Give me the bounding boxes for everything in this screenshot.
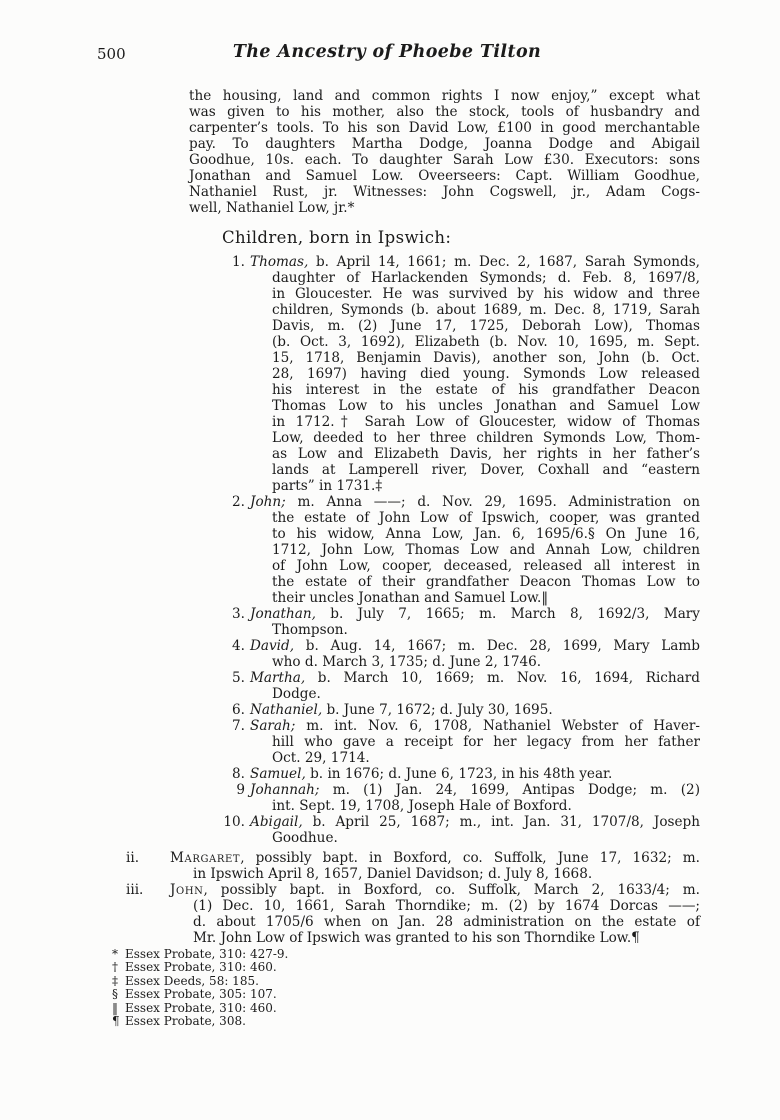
paragraph-line: pay. To daughters Martha Dodge, Joanna Dodge and Abigail bbox=[189, 136, 700, 152]
child-entry bbox=[189, 254, 700, 494]
entry-line: Nathaniel, b. June 7, 1672; d. July 30, 1695. bbox=[250, 702, 553, 718]
paragraph-line: the housing, land and common rights I now enjoy,” except what bbox=[189, 88, 700, 104]
child-name: Samuel, bbox=[250, 766, 306, 782]
child-entry bbox=[189, 494, 700, 606]
entry-line: lands at Lamperell river, Dover, Coxhall and “eastern bbox=[272, 462, 700, 478]
child-entry bbox=[189, 670, 700, 702]
paragraph-line: was given to his mother, also the stock, tools of husbandry and bbox=[189, 104, 700, 120]
entry-line: 15, 1718, Benjamin Davis), another son, John (b. Oct. bbox=[272, 350, 700, 366]
entry-line: John; m. Anna ——; d. Nov. 29, 1695. Administration on bbox=[250, 494, 700, 510]
entry-line: Sarah; m. int. Nov. 6, 1708, Nathaniel Webster of Haver- bbox=[250, 718, 700, 734]
child-number: 8. bbox=[232, 766, 245, 782]
footnote-text: Essex Probate, 310: 460. bbox=[125, 1000, 277, 1015]
child-name: Nathaniel, bbox=[250, 702, 323, 718]
child-number: 6. bbox=[232, 702, 245, 718]
entry-line: 1712, John Low, Thomas Low and Annah Low, children bbox=[272, 542, 700, 558]
footnote-symbol: † bbox=[112, 960, 118, 975]
entry-line: in 1712.† Sarah Low of Gloucester, widow of Thomas bbox=[272, 414, 700, 430]
footnote bbox=[112, 1015, 288, 1028]
entry-line: Johannah; m. (1) Jan. 24, 1699, Antipas Dodge; m. (2) bbox=[250, 782, 700, 798]
entry-line: Martha, b. March 10, 1669; m. Nov. 16, 1694, Richard bbox=[250, 670, 700, 686]
outer-numeral: ii. bbox=[126, 850, 140, 866]
entry-line: Thompson. bbox=[272, 622, 348, 638]
outer-numeral: iii. bbox=[126, 882, 144, 898]
footnote-symbol: * bbox=[112, 947, 118, 961]
entry-line: Davis, m. (2) June 17, 1725, Deborah Low), Thomas bbox=[272, 318, 700, 334]
footnote-text: Essex Probate, 308. bbox=[125, 1014, 246, 1029]
entry-line: to his widow, Anna Low, Jan. 6, 1695/6.§ On June 16, bbox=[272, 526, 700, 542]
footnote bbox=[112, 961, 288, 974]
child-name: John; bbox=[250, 494, 286, 510]
entry-line: Low, deeded to her three children Symonds Low, Thom- bbox=[272, 430, 700, 446]
child-entry bbox=[189, 766, 700, 782]
footnote bbox=[112, 988, 288, 1001]
entry-line: who d. March 3, 1735; d. June 2, 1746. bbox=[272, 654, 542, 670]
child-number: 1. bbox=[232, 254, 245, 270]
entry-line: Samuel, b. in 1676; d. June 6, 1723, in his 48th year. bbox=[250, 766, 613, 782]
footnote-text: Essex Probate, 310: 460. bbox=[125, 960, 277, 975]
entry-line: in Ipswich April 8, 1657, Daniel Davidson; d. July 8, 1668. bbox=[193, 866, 593, 882]
footnote bbox=[112, 1002, 288, 1015]
footnote-symbol: ‡ bbox=[112, 973, 118, 988]
entry-line: as Low and Elizabeth Davis, her rights in her father’s bbox=[272, 446, 700, 462]
outer-name: John bbox=[170, 882, 204, 898]
entry-line: Jonathan, b. July 7, 1665; m. March 8, 1692/3, Mary bbox=[250, 606, 700, 622]
entry-line: 28, 1697) having died young. Symonds Low released bbox=[272, 366, 700, 382]
child-name: Thomas, bbox=[250, 254, 309, 270]
outer-name: Margaret bbox=[170, 850, 241, 866]
page-title: The Ancestry of Phoebe Tilton bbox=[232, 42, 542, 62]
intro-paragraph bbox=[189, 88, 700, 216]
entry-line: (1) Dec. 10, 1661, Sarah Thorndike; m. (2) by 1674 Dorcas ——; bbox=[193, 898, 700, 914]
child-name: Jonathan, bbox=[250, 606, 316, 622]
entry-line: the estate of their grandfather Deacon Thomas Low to bbox=[272, 574, 700, 590]
child-entry bbox=[189, 782, 700, 814]
entry-line: hill who gave a receipt for her legacy from her father bbox=[272, 734, 700, 750]
entry-line: int. Sept. 19, 1708, Joseph Hale of Boxford. bbox=[272, 798, 572, 814]
footnote-text: Essex Probate, 305: 107. bbox=[125, 987, 277, 1002]
paragraph-line: carpenter’s tools. To his son David Low, £100 in good merchantable bbox=[189, 120, 700, 136]
child-number: 9 bbox=[236, 782, 245, 798]
child-entry bbox=[189, 638, 700, 670]
child-entry bbox=[189, 606, 700, 638]
paragraph-line: Goodhue, 10s. each. To daughter Sarah Low £30. Executors: sons bbox=[189, 152, 700, 168]
entry-line: d. about 1705/6 when on Jan. 28 administration on the estate of bbox=[193, 914, 700, 930]
entry-line: Goodhue. bbox=[272, 830, 338, 846]
child-name: Johannah; bbox=[250, 782, 320, 798]
paragraph-line: Nathaniel Rust, jr. Witnesses: John Cogswell, jr., Adam Cogs- bbox=[189, 184, 700, 200]
footnote bbox=[112, 948, 288, 961]
entry-line: Oct. 29, 1714. bbox=[272, 750, 370, 766]
outer-entry bbox=[110, 850, 700, 882]
footnote-text: Essex Probate, 310: 427-9. bbox=[125, 947, 289, 961]
outer-entry bbox=[110, 882, 700, 946]
entry-line: of John Low, cooper, deceased, released all interest in bbox=[272, 558, 700, 574]
entry-line: Dodge. bbox=[272, 686, 321, 702]
footnotes bbox=[112, 948, 288, 1028]
footnote-symbol: ‖ bbox=[112, 1000, 118, 1015]
child-name: Martha, bbox=[250, 670, 306, 686]
footnote-symbol: § bbox=[112, 987, 118, 1002]
entry-line: John, possibly bapt. in Boxford, co. Suffolk, March 2, 1633/4; m. bbox=[170, 882, 700, 898]
entry-line: Margaret, possibly bapt. in Boxford, co. Suffolk, June 17, 1632; m. bbox=[170, 850, 700, 866]
child-number: 2. bbox=[232, 494, 245, 510]
child-number: 3. bbox=[232, 606, 245, 622]
paragraph-line: Jonathan and Samuel Low. Oveerseers: Capt. William Goodhue, bbox=[189, 168, 700, 184]
outer-generation-list bbox=[110, 850, 700, 946]
entry-line: Thomas, b. April 14, 1661; m. Dec. 2, 1687, Sarah Symonds, bbox=[250, 254, 700, 270]
child-name: David, bbox=[250, 638, 295, 654]
child-entry bbox=[189, 718, 700, 766]
page-number: 500 bbox=[97, 45, 126, 63]
entry-line: in Gloucester. He was survived by his widow and three bbox=[272, 286, 700, 302]
child-number: 5. bbox=[232, 670, 245, 686]
child-number: 7. bbox=[232, 718, 245, 734]
paragraph-line: well, Nathaniel Low, jr.* bbox=[189, 200, 355, 216]
child-name: Abigail, bbox=[250, 814, 303, 830]
child-name: Sarah; bbox=[250, 718, 296, 734]
entry-line: his interest in the estate of his grandfather Deacon bbox=[272, 382, 700, 398]
footnote-text: Essex Deeds, 58: 185. bbox=[125, 973, 259, 988]
entry-line: Mr. John Low of Ipswich was granted to his son Thorndike Low.¶ bbox=[193, 930, 640, 946]
entry-line: children, Symonds (b. about 1689, m. Dec. 8, 1719, Sarah bbox=[272, 302, 700, 318]
child-number: 10. bbox=[223, 814, 245, 830]
child-entry bbox=[189, 702, 700, 718]
footnote bbox=[112, 975, 288, 988]
child-number: 4. bbox=[232, 638, 245, 654]
entry-line: their uncles Jonathan and Samuel Low.‖ bbox=[272, 590, 549, 606]
entry-line: (b. Oct. 3, 1692), Elizabeth (b. Nov. 10, 1695, m. Sept. bbox=[272, 334, 700, 350]
entry-line: Thomas Low to his uncles Jonathan and Samuel Low bbox=[272, 398, 700, 414]
entry-line: daughter of Harlackenden Symonds; d. Feb. 8, 1697/8, bbox=[272, 270, 700, 286]
entry-line: the estate of John Low of Ipswich, cooper, was granted bbox=[272, 510, 700, 526]
children-heading: Children, born in Ipswich: bbox=[222, 228, 452, 247]
entry-line: parts” in 1731.‡ bbox=[272, 478, 383, 494]
entry-line: Abigail, b. April 25, 1687; m., int. Jan. 31, 1707/8, Joseph bbox=[250, 814, 700, 830]
entry-line: David, b. Aug. 14, 1667; m. Dec. 28, 1699, Mary Lamb bbox=[250, 638, 700, 654]
footnote-symbol: ¶ bbox=[112, 1014, 120, 1029]
children-list bbox=[189, 254, 700, 846]
child-entry bbox=[189, 814, 700, 846]
